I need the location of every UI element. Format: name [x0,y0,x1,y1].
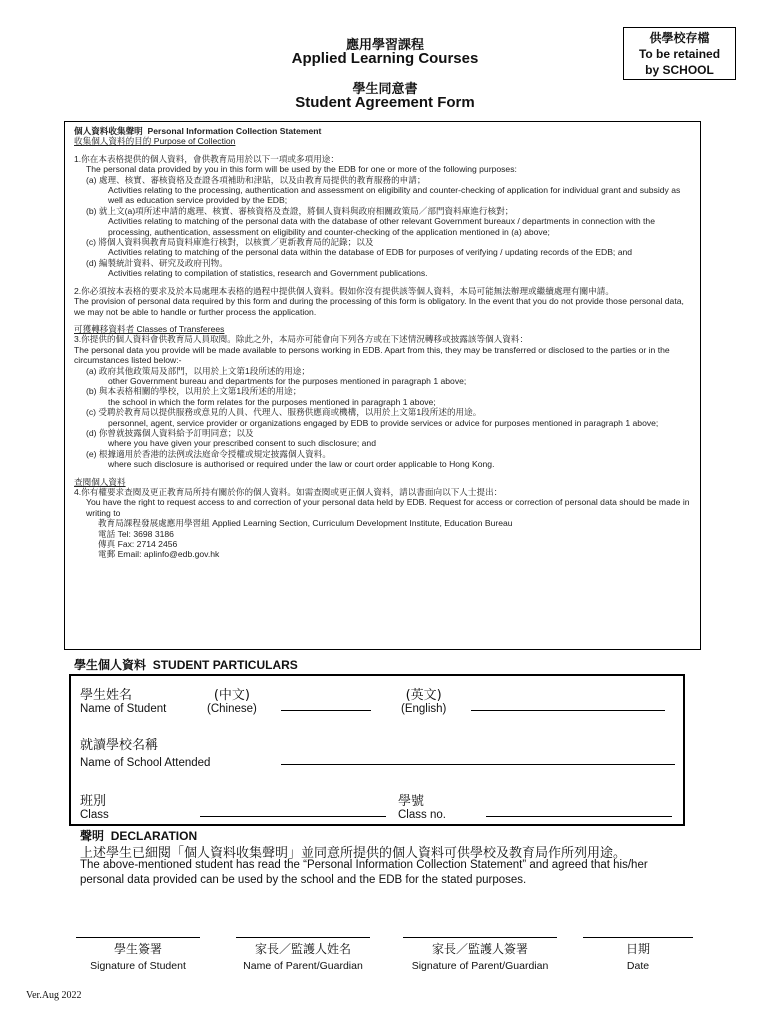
contact-fax: 傳真 Fax: 2714 2456 [98,539,178,550]
title-en: Applied Learning Courses [291,50,479,67]
retain-line3: by SCHOOL [645,63,714,77]
item-a-zh: (a) 處理、核實、審核資格及查證各項補助和津貼，以及由教育局提供的教育服務的申請； [86,174,426,185]
transfer-a-zh: (a) 政府其他政策局及部門，以用於上文第1段所述的用途； [86,365,310,376]
chinese-name-field[interactable] [281,710,371,711]
chinese-label: (中文) (Chinese) [207,688,257,715]
particulars-heading: 學生個人資料 STUDENT PARTICULARS [74,658,298,672]
transfer-e-en: where such disclosure is authorised or required under the law or court order applicable to Hong Kong. [108,459,495,470]
item-d-en: Activities relating to compilation of statistics, research and Government publications. [108,268,428,279]
parent-signature-label: 家長／監護人簽署 Signature of Parent/Guardian [411,942,549,972]
pics-content [74,126,690,560]
transfer-d-en: where you have given your prescribed consent to such disclosure; and [108,438,376,449]
retain-box [623,27,736,80]
p2-zh: 2.你必須按本表格的要求及於本局處理本表格的過程中提供個人資料。假如你沒有提供該等個人資料，本局可能無法辦理或繼續處理有關申請。 [74,285,614,296]
student-signature-line[interactable] [76,937,200,938]
contact-unit: 教育局課程發展處應用學習組 Applied Learning Section, Curriculum Development Institute, Education Bureau [98,518,513,529]
student-name-label: 學生姓名 Name of Student [80,688,167,715]
p1-zh: 1.你在本表格提供的個人資料，會供教育局用於以下一項或多項用途： [74,153,339,164]
transfer-b-en: the school in which the form relates for the purposes mentioned in paragraph 1 above; [108,396,436,407]
subtitle-zh: 學生同意書 [352,82,418,97]
retain-line2: To be retained [638,47,721,61]
class-no-label: 學號 Class no. [398,794,446,821]
class-no-field[interactable] [486,816,672,817]
parent-name-line[interactable] [236,937,370,938]
p2-en: The provision of personal data required by this form and during the processing of this form is obligatory. In the event that you do not provide those personal data, we may not be able to handle or further process the application. [74,296,684,317]
access-heading: 查閱個人資料 [74,476,126,487]
transfer-c-zh: (c) 受聘於教育局以提供服務或意見的人員、代理人、服務供應商或機構，以用於上文第1段所述的用途。 [86,407,482,418]
item-c-en: Activities relating to matching of the personal data within the database of EDB for purposes of verifying / updating records of the EDB; and [108,247,633,258]
contact-email: 電郵 Email: aplinfo@edb.gov.hk [98,549,220,560]
title-zh: 應用學習課程 [345,38,424,53]
declaration-heading: 聲明 DECLARATION [80,829,198,843]
version-label: Ver.Aug 2022 [26,990,82,1001]
p4-zh: 4.你有權要求查閱及更正教育局所持有關於你的個人資料。如需查閱或更正個人資料，請以書面向以下人士提出： [74,487,503,497]
purpose-heading: 收集個人資料的目的 Purpose of Collection [74,136,236,147]
transfer-c-en: personnel, agent, service provider or organizations engaged by EDB to provide services or advice for purposes mentioned in paragraph 1 above; [108,417,659,428]
transfer-a-en: other Government bureau and departments for the purposes mentioned in paragraph 1 above; [108,375,467,386]
item-a-en: Activities relating to the processing, authentication and assessment on eligibility and counter-checking of application for individual grant and subsidy as well as education service provided by the EDB; [108,185,681,206]
class-field[interactable] [200,816,386,817]
p1-en: The personal data provided by you in this form will be used by the EDB for one or more of the following purposes: [86,164,517,175]
retain-line1: 供學校存檔 [649,31,710,45]
p4-en: You have the right to request access to and correction of your personal data held by EDB. Request for access or correction of personal data should be made in writing to [86,497,690,518]
parent-signature-line[interactable] [403,937,557,938]
english-name-field[interactable] [471,710,665,711]
date-label: 日期 Date [625,942,650,972]
transfer-b-zh: (b) 與本表格相關的學校，以用於上文第1段所述的用途； [86,386,302,397]
declaration-text-zh: 上述學生已細閱「個人資料收集聲明」並同意所提供的個人資料可供學校及教育局作所列用途。 [80,846,627,861]
subtitle-en: Student Agreement Form [295,94,475,111]
p3-zh: 3.你提供的個人資料會供教育局人員取閱。除此之外，本局亦可能會向下列各方或在下述情況轉移或披露該等個人資料： [74,334,529,345]
date-line[interactable] [583,937,693,938]
class-label: 班別 Class [80,794,109,821]
english-label: (英文) (English) [401,688,447,715]
parent-name-label: 家長／監護人姓名 Name of Parent/Guardian [243,942,363,972]
transfer-d-zh: (d) 你曾就披露個人資料給予訂明同意；以及 [86,427,254,438]
transfer-e-zh: (e) 根據適用於香港的法例或法庭命令授權或規定披露個人資料。 [86,448,331,459]
student-signature-label: 學生簽署 Signature of Student [90,942,186,972]
contact-tel: 電話 Tel: 3698 3186 [98,528,174,539]
school-name-field[interactable] [281,764,675,765]
declaration-text-en: The above-mentioned student has read the “Personal Information Collection Statement” and agreed that his/her personal data provided can be used by the school and the EDB for the stated purposes. [80,859,648,886]
school-label: 就讀學校名稱 Name of School Attended [80,738,211,769]
p3-en: The personal data you provide will be made available to persons working in EDB. Apart from this, they may be transferred or disclosed to the parties or in the circumstances listed below:- [74,344,670,366]
item-c-zh: (c) 將個人資料與教育局資料庫進行核對，以核實／更新教育局的記錄；以及 [86,237,374,248]
item-b-zh: (b) 就上文(a)項所述申請的處理、核實、審核資格及查證，將個人資料與政府相關政策局／部門資料庫進行核對； [86,205,514,216]
item-b-en: Activities relating to matching of the personal data with the database of other relevant Government bureaux / departments in connection with the processing, authentication, assessment on eligibility and counter-checking of the application mentioned in (a) above; [108,216,655,237]
item-d-zh: (d) 編製統計資料、研究及政府刊物。 [86,257,228,268]
pics-heading: 個人資料收集聲明 Personal Information Collection Statement [74,126,322,136]
transferees-heading: 可獲轉移資料者 Classes of Transferees [74,323,225,334]
